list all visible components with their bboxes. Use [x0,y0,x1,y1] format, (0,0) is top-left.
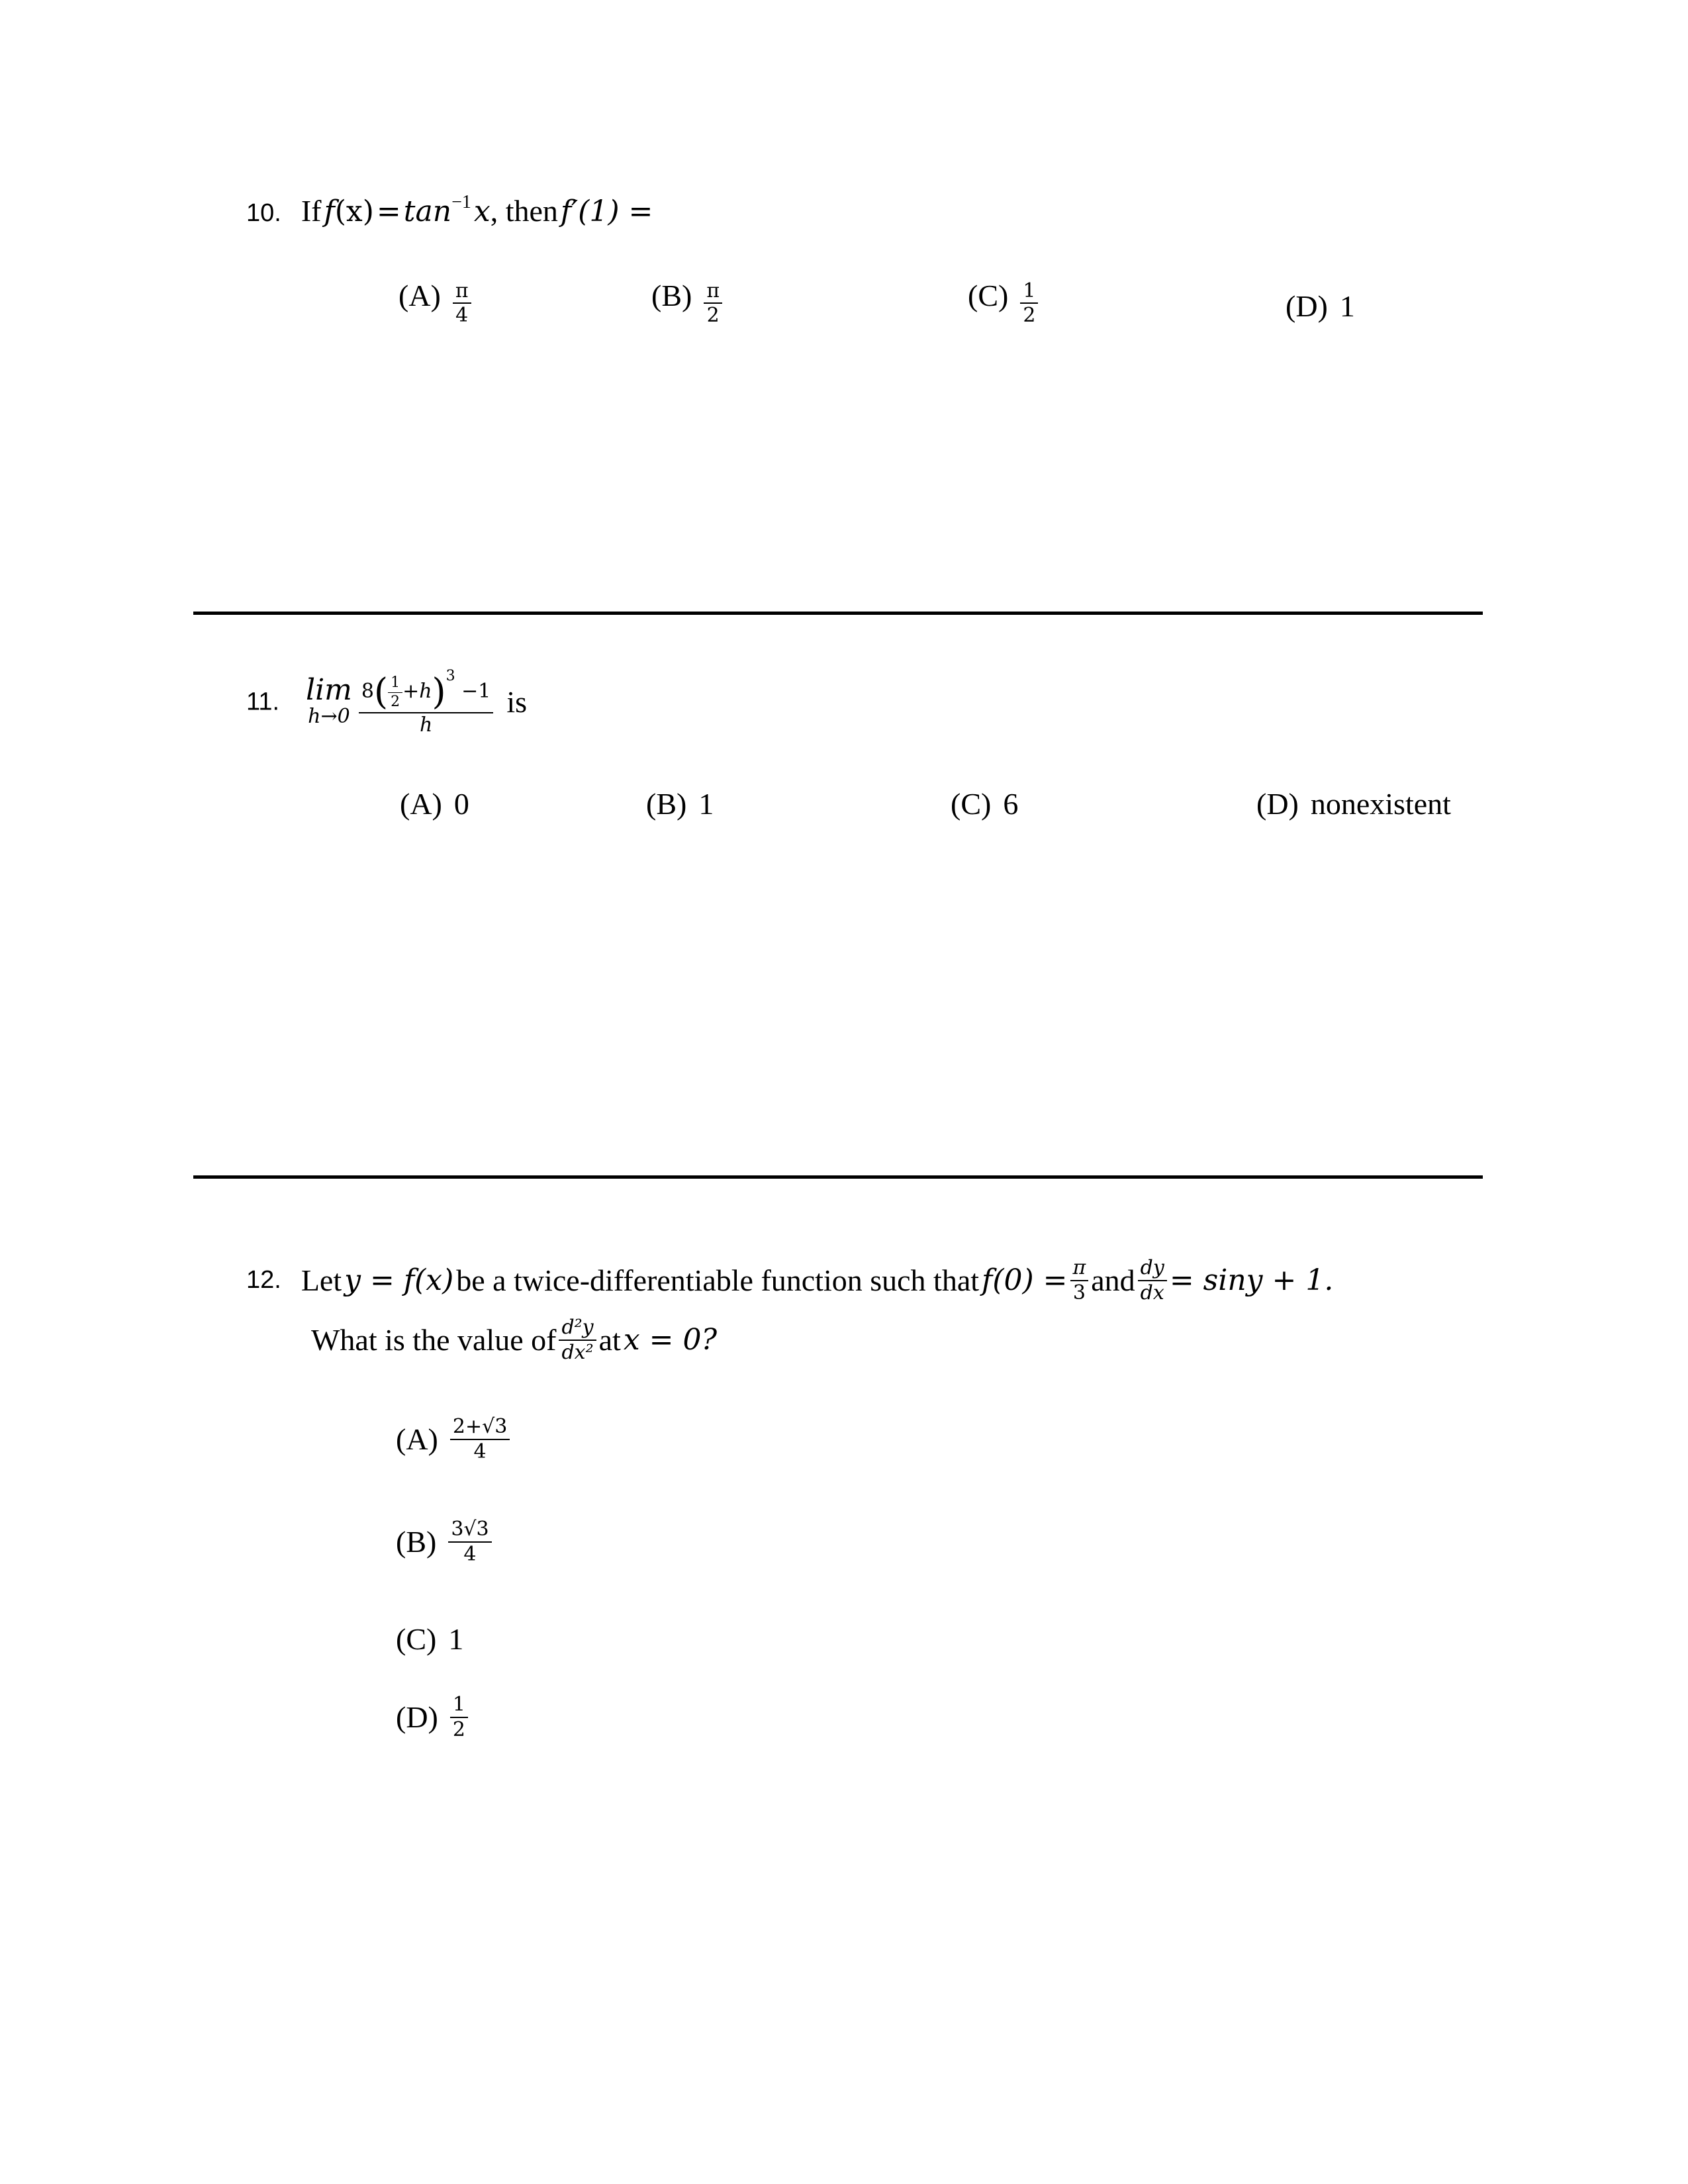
math-equals: = [376,195,401,228]
q11-option-b[interactable] [646,786,714,821]
question-12-line-2 [311,1317,717,1363]
question-stem-then: , then [490,194,558,228]
math-arg: x [473,195,491,228]
q12-option-d[interactable] [396,1694,468,1740]
divider-line [193,1175,1483,1179]
option-label: (B) [651,279,692,312]
option-value: 1 [448,1622,464,1656]
question-tail: is [506,685,528,719]
stem-what-is: What is the value of [311,1323,557,1357]
fraction-numerator: dy [1138,1257,1167,1281]
question-stem-if: If [301,194,322,228]
stem-and: and [1091,1263,1135,1297]
question-number: 12. [246,1266,281,1294]
fraction-denominator: 4 [455,304,469,328]
q10-option-c[interactable] [968,278,1038,326]
option-label: (C) [951,787,992,821]
q12-option-b[interactable] [396,1519,492,1565]
question-12-line-1 [246,1257,1333,1303]
limit-expression: 8( $\frac{1}{2}$ +h)$^3$ −1 h [359,668,494,736]
q10-option-a[interactable] [399,278,471,326]
inner-denominator: 2 [391,693,400,710]
fraction-denominator: 2 [706,304,720,328]
fraction-denominator: 2 [1023,304,1036,328]
fraction-numerator: 1 [450,1694,468,1718]
coefficient: 8 [361,680,374,703]
fraction-numerator: d²y [559,1317,596,1341]
math-paren-x: (x) [334,195,374,228]
divider-line [193,612,1483,615]
inner-plus-h: +h [402,680,432,703]
q10-option-b[interactable] [651,278,722,326]
math-exponent: −1 [451,192,471,212]
inner-numerator: 1 [388,675,402,692]
math-x-equals-0: x = 0? [623,1323,718,1357]
option-label: (A) [400,787,442,821]
fraction-denominator: 3 [1072,1281,1086,1304]
option-label: (A) [399,279,441,312]
q12-option-a[interactable] [396,1416,510,1462]
fraction-numerator: π [453,281,471,304]
option-label: (B) [396,1525,437,1559]
option-label: (A) [396,1422,438,1456]
q11-option-c[interactable] [951,786,1018,821]
minus-one: −1 [461,680,491,703]
math-rhs: = siny + 1. [1169,1263,1334,1297]
limit-subscript: h→0 [308,704,350,728]
q11-option-d[interactable] [1256,786,1451,821]
math-tan: tan [403,195,452,228]
stem-description: be a twice-differentiable function such that [456,1263,980,1297]
option-label: (C) [396,1622,437,1656]
question-number: 10. [246,199,281,227]
stem-let: Let [301,1263,342,1297]
math-f: f [324,195,335,228]
fraction-numerator: 1 [1020,281,1038,304]
fraction-denominator: dx² [561,1340,594,1364]
q11-option-a[interactable] [400,786,469,821]
option-value: 1 [1339,289,1355,323]
option-label: (D) [396,1700,438,1734]
fraction-denominator: 2 [452,1717,465,1741]
fraction-numerator: 2+√3 [450,1416,510,1440]
power: 3 [445,668,455,684]
fraction-numerator: 3√3 [448,1519,491,1543]
q12-option-c[interactable] [396,1621,463,1657]
limit-word: lim [306,672,352,707]
limit-operator [306,672,352,729]
option-label: (D) [1286,289,1328,323]
question-number: 11. [246,688,280,716]
option-label: (C) [968,279,1009,312]
question-11 [246,668,527,736]
math-y-equals-fx: y = f(x) [344,1263,454,1297]
option-value: 1 [698,787,714,821]
fraction-numerator: π [704,281,722,304]
option-label: (B) [646,787,687,821]
denominator-h: h [419,713,433,737]
option-value: nonexistent [1310,787,1451,821]
math-f0: f(0) = [982,1263,1068,1297]
option-value: 6 [1003,787,1019,821]
fraction-denominator: dx [1140,1281,1164,1304]
fraction-denominator: 4 [463,1542,477,1566]
fraction-numerator: π [1070,1257,1089,1281]
fraction-denominator: 4 [473,1439,487,1463]
math-fprime: f′(1) = [560,195,653,228]
option-value: 0 [453,787,469,821]
stem-at: at [598,1323,621,1357]
option-label: (D) [1256,787,1299,821]
question-10 [246,192,653,228]
q10-option-d[interactable] [1286,289,1355,324]
